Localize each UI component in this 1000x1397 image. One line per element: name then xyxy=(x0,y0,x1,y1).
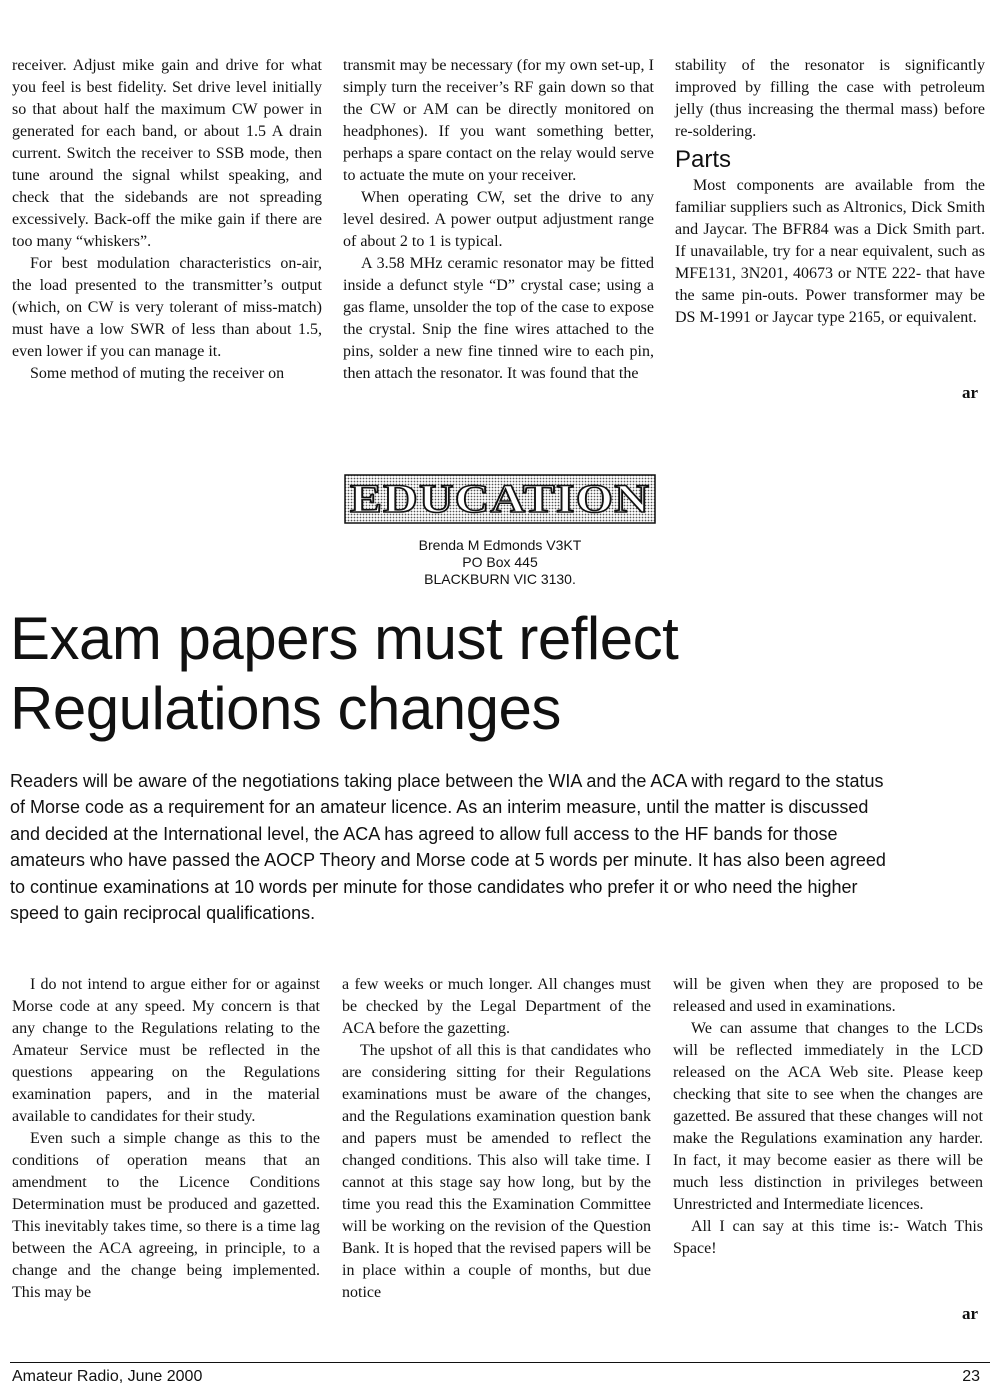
education-logo xyxy=(344,474,656,524)
footer-rule xyxy=(10,1362,990,1363)
top-column-1 xyxy=(12,55,322,385)
paragraph: Even such a simple change as this to the conditions of operation means that an amendment to the Licence Conditions Determination must be produced and gazetted. This inevitably takes time, so there is a time lag between the ACA agreeing, in principle, to a change and the change being implemented. This may be xyxy=(12,1130,320,1301)
paragraph: stability of the resonator is significantly improved by filling the case with petroleum jelly (thus increasing the thermal mass) before re-soldering. xyxy=(675,57,985,140)
paragraph: I do not intend to argue either for or against Morse code at any speed. My concern is that any change to the Regulations relating to the Amateur Service must be reflected in the questions appearing on the Regulations examination papers, and in the material available to candidates for their study. xyxy=(12,976,320,1125)
paragraph: a few weeks or much longer. All changes must be checked by the Legal Department of the ACA before the gazetting. xyxy=(342,976,651,1037)
education-logo-graphic xyxy=(344,474,656,524)
author-name: Brenda M Edmonds V3KT xyxy=(418,537,582,553)
end-mark: ar xyxy=(962,1304,979,1323)
paragraph: Most components are available from the familiar suppliers such as Altronics, Dick Smith and Jaycar. The BFR84 was a Dick Smith part. If unavailable, try for a near equivalent, such as MFE131, 3N201, 40673 or NTE 222- that have the same pin-outs. Power transformer may be DS M-1991 or Jaycar type 2165, or equivalent. xyxy=(675,177,985,326)
paragraph: Some method of muting the receiver on xyxy=(30,365,285,382)
paragraph: When operating CW, set the drive to any level desired. A power output adjustment range of about 2 to 1 is typical. xyxy=(343,189,654,250)
article-column-3 xyxy=(673,974,983,1260)
top-column-3 xyxy=(675,55,985,329)
end-mark: ar xyxy=(962,383,979,402)
address-line: PO Box 445 xyxy=(462,554,538,570)
article-column-2 xyxy=(342,974,651,1304)
headline-line: Regulations changes xyxy=(10,675,561,742)
parts-heading: Parts xyxy=(675,146,732,173)
headline-line: Exam papers must reflect xyxy=(10,605,679,672)
paragraph: will be given when they are proposed to be released and used in examinations. xyxy=(673,976,983,1015)
paragraph: All I can say at this time is:- Watch This Space! xyxy=(673,1218,983,1257)
top-column-2 xyxy=(343,55,654,385)
paragraph: receiver. Adjust mike gain and drive for what you feel is best fidelity. Set drive level initially so that about half the maximum CW power in generated for each band, or about 1.5 A drain current. Switch the receiver to SSB mode, then tune around the signal whilst speaking, and check that the sidebands are not spreading excessively. Back-off the mike gain if there are too many “whiskers”. xyxy=(12,57,322,250)
article-intro: Readers will be aware of the negotiations taking place between the WIA and the ACA with regard to the status of Morse code as a requirement for an amateur licence. As an interim measure, until the matter is discussed and decided at the International level, the ACA has agreed to allow full access to the HF bands for those amateurs who have passed the AOCP Theory and Morse code at 5 words per minute. It has also been agreed to continue examinations at 10 words per minute for those candidates who prefer it or who need the higher speed to gain reciprocal qualifications. xyxy=(10,771,886,924)
paragraph: transmit may be necessary (for my own set-up, I simply turn the receiver’s RF gain down so that the CW or AM can be directly monitored on headphones). If you want something better, perhaps a spare contact on the relay would serve to actuate the mute on your receiver. xyxy=(343,57,654,184)
author-address xyxy=(340,537,660,588)
address-line: BLACKBURN VIC 3130. xyxy=(424,571,576,587)
paragraph: A 3.58 MHz ceramic resonator may be fitted inside a defunct style “D” crystal case; using a gas flame, unsolder the top of the case to expose the crystal. Snip the fine wires attached to the pins, solder a new fine tinned wire to each pin, then attach the resonator. It was found that the xyxy=(343,255,654,382)
paragraph: We can assume that changes to the LCDs will be reflected immediately in the LCD released on the ACA Web site. Please keep checking that site to see when the changes are gazetted. Be assured that these changes will not make the Regulations examination any harder. In fact, it may become easier as there will be much less distinction in privileges between Unrestricted and Intermediate licences. xyxy=(673,1020,983,1213)
article-column-1 xyxy=(12,974,320,1304)
publication-name: Amateur Radio, June 2000 xyxy=(12,1368,203,1385)
article-headline xyxy=(10,604,990,744)
page-number: 23 xyxy=(962,1368,980,1385)
education-logo-text: EDUCATION xyxy=(350,476,650,521)
paragraph: The upshot of all this is that candidates who are considering sitting for their Regulations examinations must be aware of the changes, and the Regulations examination question bank and papers must be amended to reflect the changed conditions. This also will take time. I cannot at this stage say how long, but by the time you read this the Examination Committee will be working on the revision of the Question Bank. It is hoped that the revised papers will be in place within a couple of months, but due notice xyxy=(342,1042,651,1301)
paragraph: For best modulation characteristics on-air, the load presented to the transmitter’s output (which, on CW is very tolerant of miss-match) must have a low SWR of less than about 1.5, even lower if you can manage it. xyxy=(12,255,322,360)
